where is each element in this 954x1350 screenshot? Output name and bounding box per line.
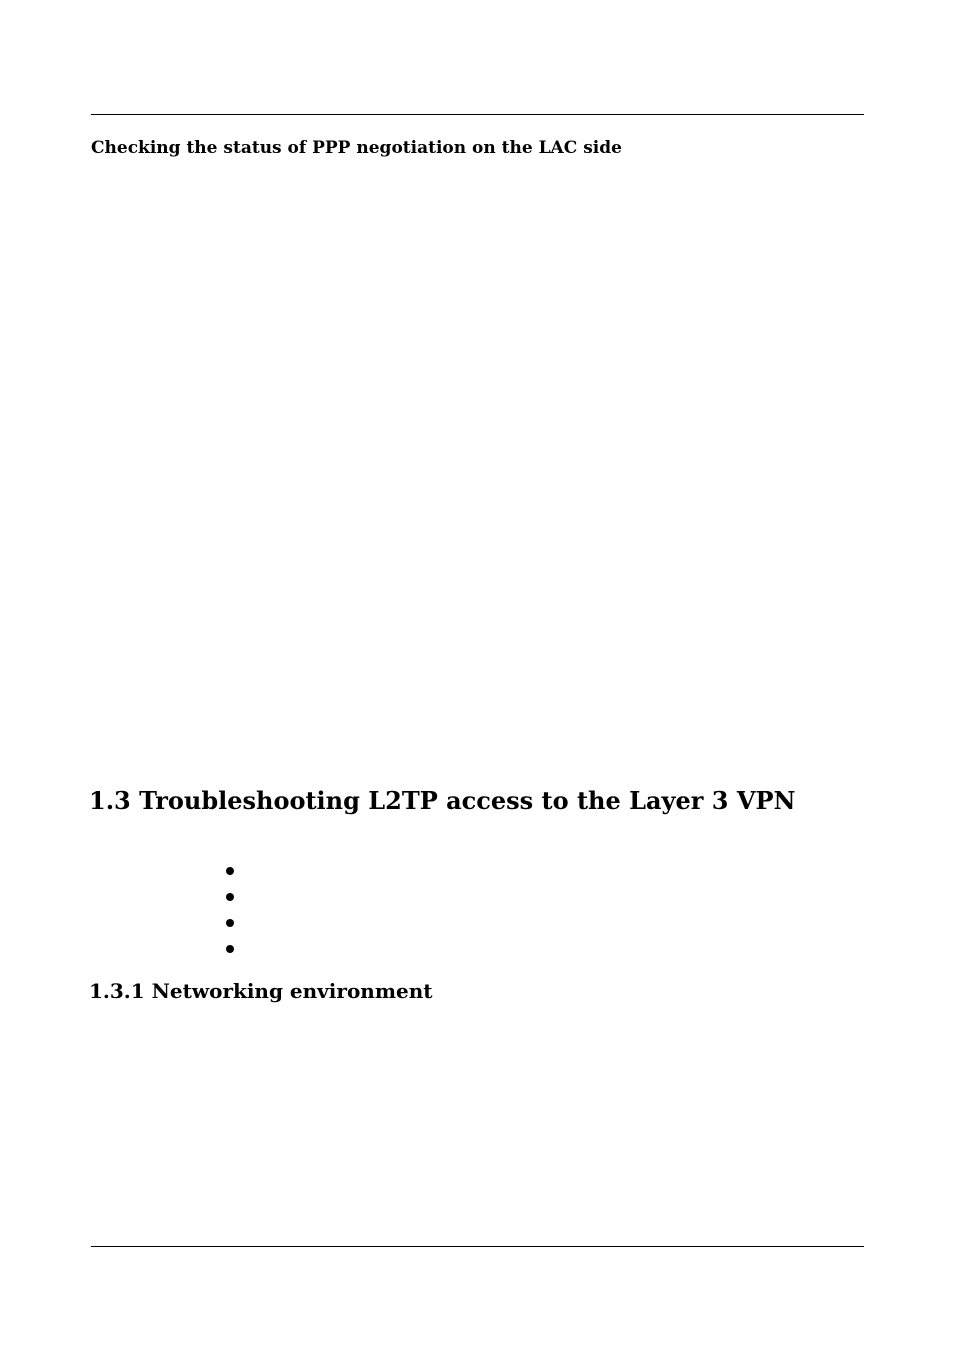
bullet-icon xyxy=(226,919,234,927)
header-rule xyxy=(91,114,864,115)
subsection-heading: 1.3.1 Networking environment xyxy=(89,979,433,1003)
bullet-icon xyxy=(226,867,234,875)
bullet-icon xyxy=(226,893,234,901)
bullet-icon xyxy=(226,945,234,953)
procedure-subheading: Checking the status of PPP negotiation on the LAC side xyxy=(91,138,622,158)
section-heading: 1.3 Troubleshooting L2TP access to the Layer 3 VPN xyxy=(89,786,796,815)
footer-rule xyxy=(91,1246,864,1247)
